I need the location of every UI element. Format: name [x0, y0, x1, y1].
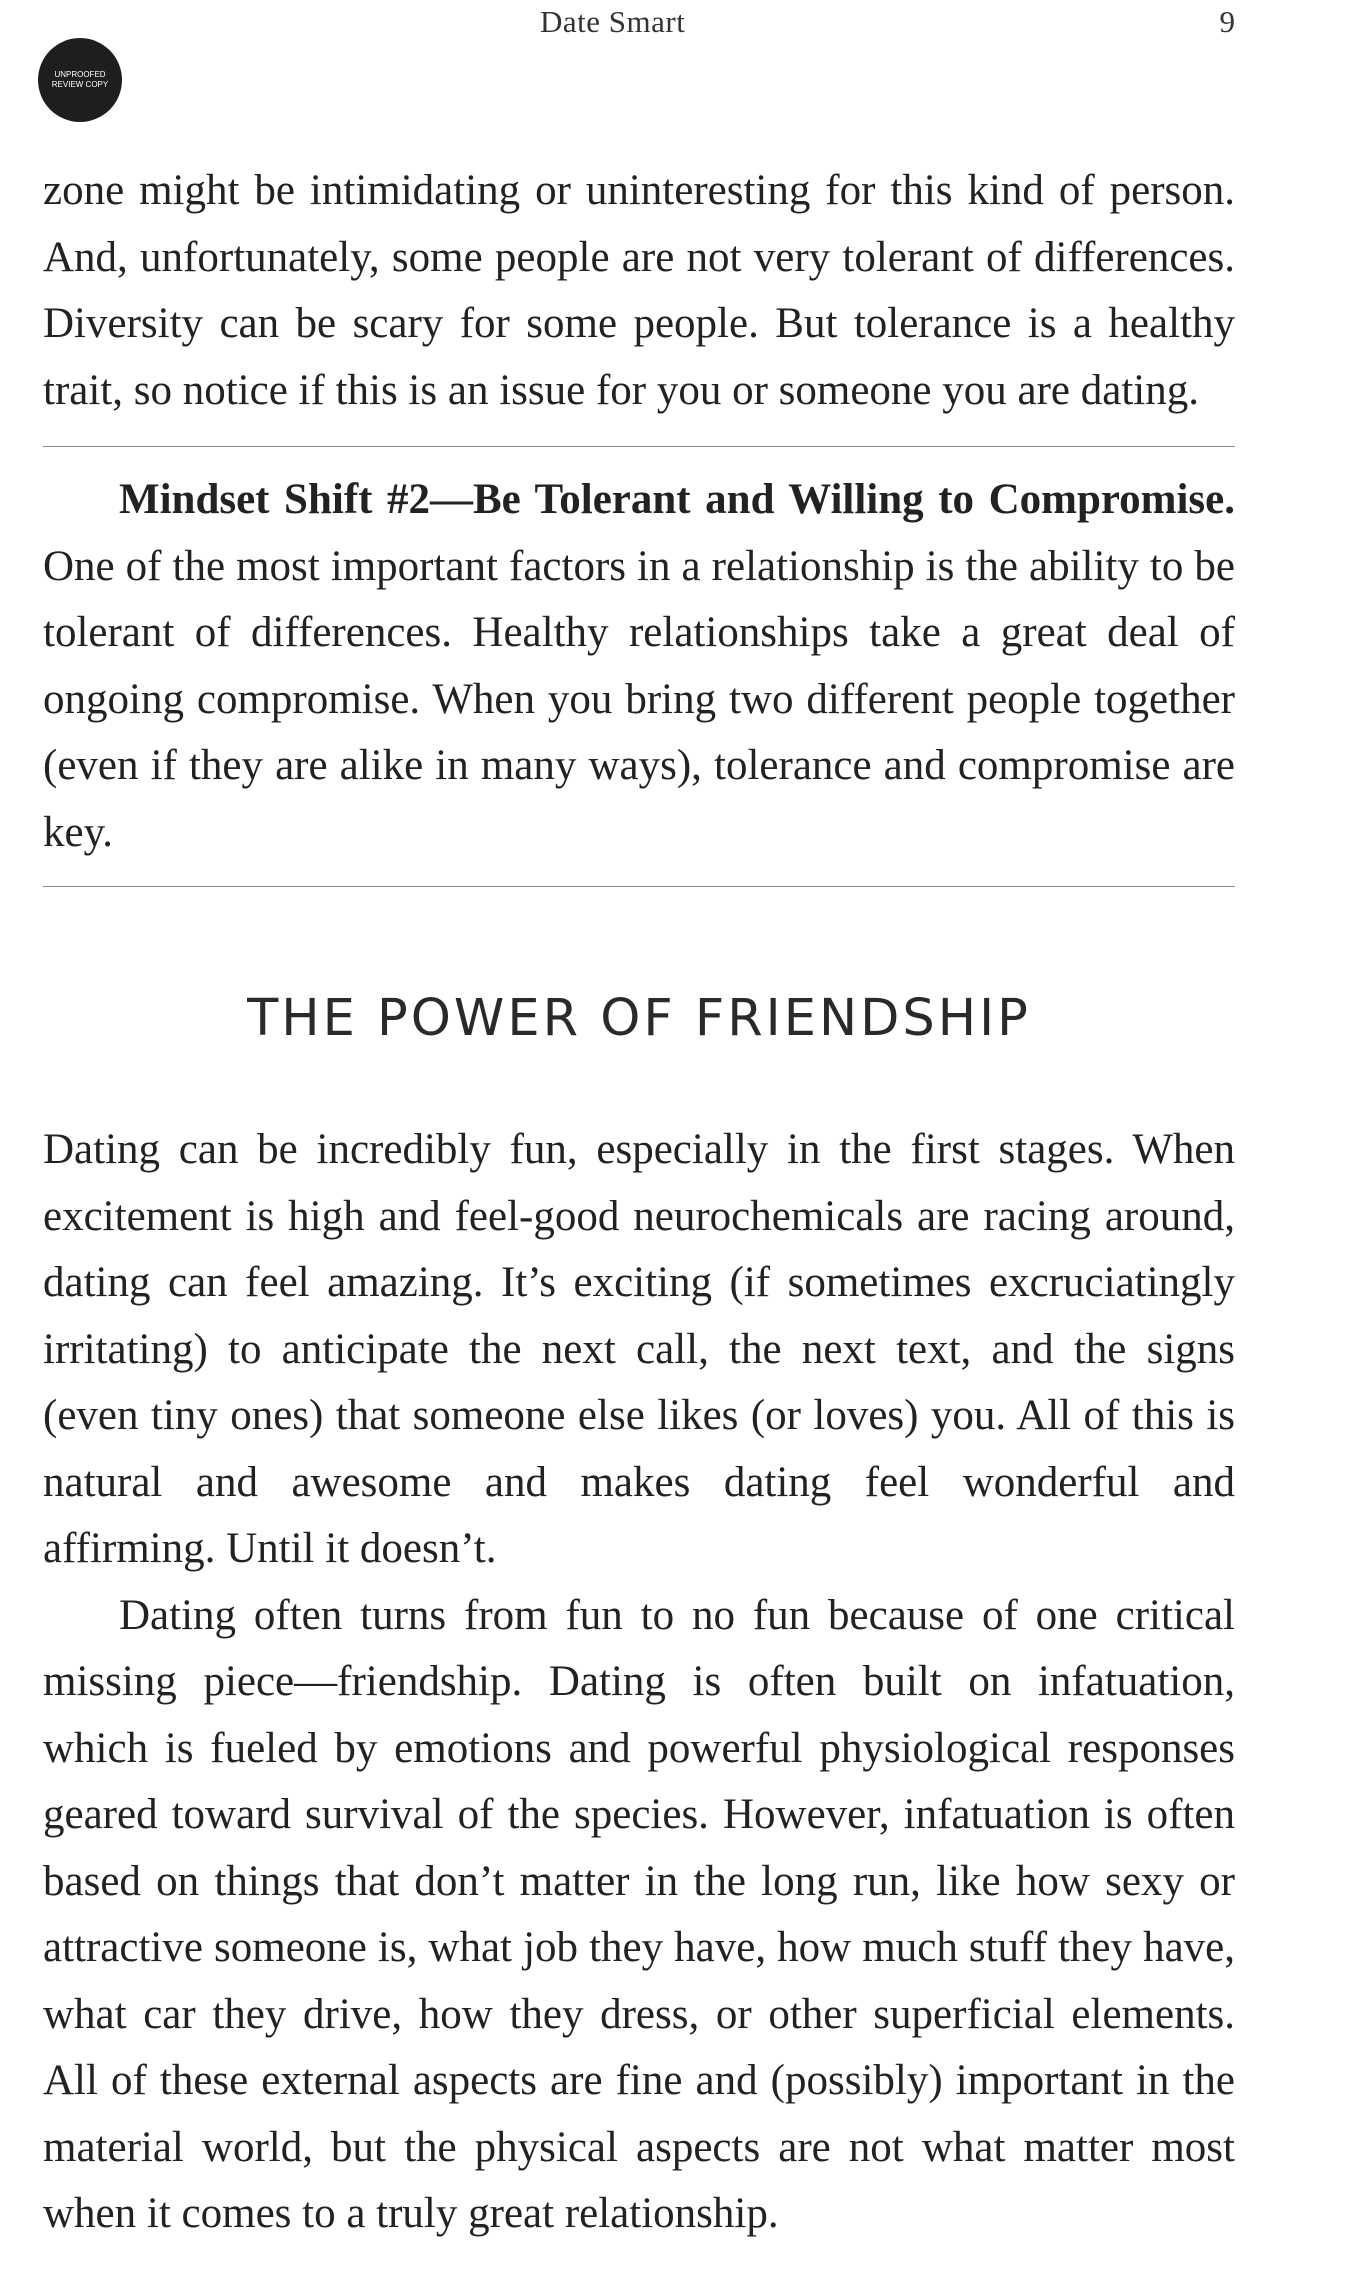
running-head: [0, 4, 1235, 48]
mindset-shift-paragraph: [43, 467, 1235, 866]
review-copy-badge: [38, 38, 122, 122]
badge-line-1: UNPROOFED: [54, 70, 106, 79]
section-heading: THE POWER OF FRIENDSHIP: [247, 989, 1031, 1048]
divider-rule: [43, 446, 1235, 447]
page-body: [43, 158, 1235, 2248]
paragraph-friendship: Dating often turns from fun to no fun because of one critical missing piece—friendship. Dating is often built on infatuation, which is fueled by emotions and powerful physiological responses geared toward survival of the species. However, infatuation is often based on things that don’t matter in the long run, like how sexy or attractive someone is, what job they have, how much stuff they have, what car they drive, how they dress, or other superficial elements. All of these external aspects are fine and (possibly) important in the material world, but the physical aspects are not what matter most when it comes to a truly great relationship.: [43, 1591, 1235, 2237]
paragraph-continuation: zone might be intimidating or uninteresting for this kind of person. And, unfortunately, some people are not very tolerant of differences. Diversity can be scary for some people. But tolerance is a healthy trait, so notice if this is an issue for you or someone you are dating.: [43, 167, 1235, 414]
badge-line-2: REVIEW COPY: [51, 80, 109, 89]
paragraph-dating-fun: Dating can be incredibly fun, especially in the first stages. When excitement is high and feel-good neurochemicals are racing around, dating can feel amazing. It’s exciting (if sometimes excruciatingly irritating) to anticipate the next call, the next text, and the signs (even tiny ones) that someone else likes (or loves) you. All of this is natural and awesome and makes dating feel wonderful and affirming. Until it doesn’t.: [43, 1126, 1235, 1572]
mindset-shift-lead: Mindset Shift #2—Be Tolerant and Willing to Compromise.: [119, 476, 1235, 523]
page-number: 9: [1219, 4, 1235, 39]
running-title: Date Smart: [540, 4, 686, 39]
mindset-shift-body: One of the most important factors in a relationship is the ability to be tolerant of differences. Healthy relationships take a great deal of ongoing compromise. When you bring two different people together (even if they are alike in many ways), tolerance and compromise are key.: [43, 542, 1235, 856]
divider-rule: [43, 886, 1235, 887]
